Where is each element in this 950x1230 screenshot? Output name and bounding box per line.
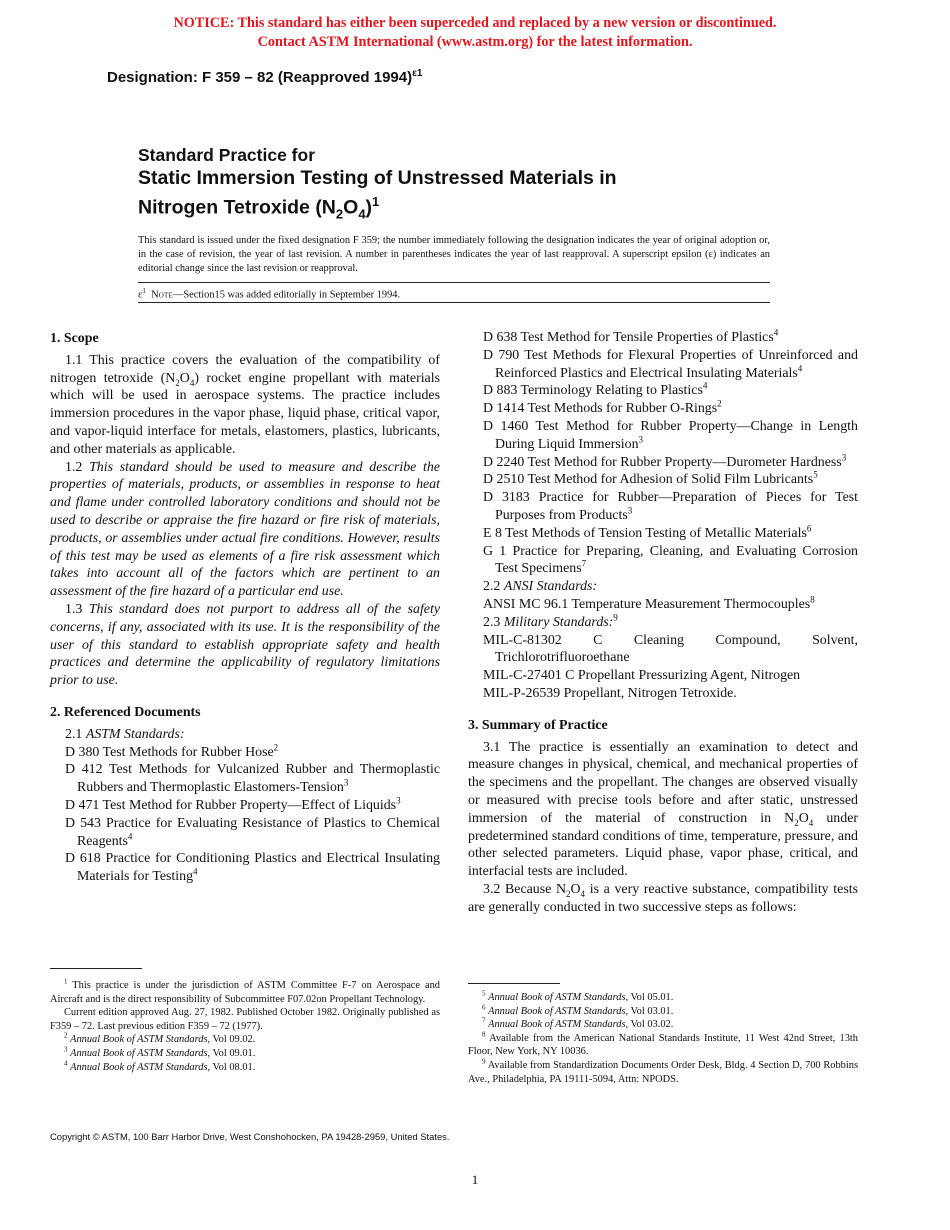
ref-sup: 8 bbox=[810, 594, 815, 605]
title-line-2: Static Immersion Testing of Unstressed Materials in bbox=[138, 167, 617, 189]
fn-title: Annual Book of ASTM Standards bbox=[70, 1047, 208, 1059]
reference-item bbox=[483, 667, 858, 685]
note-text: —Section15 was added editorially in September 1994. bbox=[173, 289, 401, 301]
fn-sup: 7 bbox=[482, 1016, 486, 1025]
ref-sup: 3 bbox=[841, 451, 847, 462]
reference-item bbox=[483, 632, 858, 668]
ansi-label: ANSI Standards: bbox=[503, 579, 598, 595]
scope-1-3-text: This standard does not purport to address all of the safety concerns, if any, associated with its use. It is the responsibility of the user of this standard to establish appropriate safety and health practices and determine the applicability of regulatory limitations prior to use. bbox=[50, 601, 440, 689]
note-marker: ε bbox=[138, 289, 143, 301]
ref-sup: 4 bbox=[193, 866, 198, 877]
summary-heading: 3. Summary of Practice bbox=[468, 717, 608, 733]
fn-vol: , Vol 08.01. bbox=[207, 1061, 256, 1073]
ref-text: D 883 Terminology Relating to Plastics bbox=[483, 383, 703, 399]
fn-vol: , Vol 03.01. bbox=[625, 1005, 674, 1017]
ref-sup: 4 bbox=[702, 380, 708, 391]
ref-sup: 3 bbox=[396, 795, 401, 806]
footnote-4 bbox=[50, 1061, 440, 1075]
summary-3-1-c: under predetermined standard conditions of time, temperature, pressure, and other selected parameters. Liquid phase, vapor phase, critical, and interfacial tests are included. bbox=[468, 810, 858, 880]
fn-sup: 6 bbox=[482, 1003, 486, 1012]
reference-item bbox=[483, 382, 858, 400]
reference-item bbox=[483, 418, 858, 454]
reference-item bbox=[65, 797, 440, 815]
astm-num: 2.1 bbox=[65, 726, 86, 742]
ref-text: D 543 Practice for Evaluating Resistance of Plastics to Chemical Reagents bbox=[65, 815, 440, 849]
ref-text: D 3183 Practice for Rubber—Preparation of Pieces for Test Purposes from Products bbox=[483, 490, 858, 523]
designation-superscript: ε1 bbox=[412, 68, 423, 79]
scope-1-1-c: ) rocket engine propellant with materials which will be used in aerospace systems. The practice includes immersion procedures in the vapor phase, liquid phase, critical vapor, and vapor-liquid interface for metals, elastomers, plastics, lubricants, and other materials as applicable. bbox=[50, 370, 440, 457]
fn-sup: 8 bbox=[482, 1030, 486, 1039]
footnote-2 bbox=[50, 1033, 440, 1047]
reference-item bbox=[65, 815, 440, 851]
reference-item bbox=[483, 400, 858, 418]
ref-text: D 2510 Test Method for Adhesion of Solid Film Lubricants bbox=[483, 472, 814, 488]
notice-line-1: NOTICE: This standard has either been superceded and replaced by a new version or discontinued. bbox=[173, 15, 777, 31]
fn-text: This practice is under the jurisdiction of ASTM Committee F-7 on Aerospace and Aircraft and is the direct responsibility of Subcommittee F07.02on Propellant Technology. bbox=[50, 980, 440, 1005]
ref-sup: 3 bbox=[627, 505, 633, 516]
ref-text: D 1460 Test Method for Rubber Property—Change in Length During Liquid Immersion bbox=[483, 418, 858, 452]
note-label: Note bbox=[151, 289, 173, 301]
ansi-reference-list bbox=[468, 596, 858, 614]
reference-item bbox=[65, 741, 440, 762]
ref-sup: 7 bbox=[581, 558, 587, 569]
copyright-line: Copyright © ASTM, 100 Barr Harbor Drive, West Conshohocken, PA 19428-2959, United States. bbox=[50, 1131, 450, 1142]
reference-item bbox=[65, 761, 440, 797]
ref-text: D 618 Practice for Conditioning Plastics and Electrical Insulating Materials for Testing bbox=[65, 851, 440, 885]
notice-line-2: Contact ASTM International (www.astm.org) for the latest information. bbox=[257, 34, 693, 50]
fn-sup: 2 bbox=[64, 1031, 68, 1040]
designation bbox=[107, 68, 422, 86]
scope-1-2-text: This standard should be used to measure and describe the properties of materials, products, or assemblies in response to heat and flame under controlled laboratory conditions and should not be used to describe or appraise the fire hazard or fire risk of materials, products, or assemblies under actual fire conditions. However, results of this test may be used as elements of a fire risk assessment which takes into account all of the factors which are pertinent to an assessment of the fire hazard of a particular end use. bbox=[50, 459, 440, 600]
issuance-statement: This standard is issued under the fixed designation F 359; the number immediately following the designation indicates the year of original adoption or, in the case of revision, the year of last revision. A number in parentheses indicates the year of last reapproval. A superscript epsilon (ε) indicates an editorial change since the last revision or reapproval. bbox=[138, 235, 770, 274]
scope-1-2-num: 1.2 bbox=[65, 459, 90, 475]
reference-item bbox=[483, 489, 858, 525]
note-marker-sup: 1 bbox=[142, 287, 146, 295]
reference-item bbox=[483, 471, 858, 489]
ref-text: D 471 Test Method for Rubber Property—Effect of Liquids bbox=[65, 797, 397, 813]
fn-title: Annual Book of ASTM Standards bbox=[70, 1061, 208, 1073]
summary-3-2-b: O bbox=[570, 881, 581, 897]
mil-num: 2.3 bbox=[483, 614, 504, 630]
ref-sup: 3 bbox=[343, 777, 349, 788]
ref-text: E 8 Test Methods of Tension Testing of Metallic Materials bbox=[483, 525, 807, 541]
scope-1-1-a: 1.1 This practice covers the evaluation of the compatibility of nitrogen tetroxide (N bbox=[50, 352, 440, 386]
footnote-9 bbox=[468, 1059, 858, 1086]
title-sub-1: 2 bbox=[335, 206, 344, 222]
fn-text: Current edition approved Aug. 27, 1982. Published October 1982. Originally published as F359 – 72. Last previous edition F359 – 72 (1977). bbox=[50, 1007, 440, 1032]
astm-standards-heading bbox=[50, 726, 440, 744]
ref-sup: 2 bbox=[273, 741, 279, 752]
notice-banner bbox=[0, 14, 950, 52]
divider-bottom bbox=[138, 302, 770, 303]
mil-label: Military Standards: bbox=[503, 614, 614, 630]
title-footnote-mark: 1 bbox=[372, 194, 380, 209]
right-footnotes bbox=[468, 983, 858, 1086]
ref-text: D 1414 Test Methods for Rubber O-Rings bbox=[483, 401, 718, 417]
scope-heading: 1. Scope bbox=[50, 331, 99, 346]
ref-sup: 6 bbox=[806, 523, 812, 534]
page-number: 1 bbox=[471, 1172, 479, 1187]
right-reference-list bbox=[468, 329, 858, 578]
military-reference-list bbox=[468, 632, 858, 703]
ref-sup: 3 bbox=[638, 434, 644, 445]
footnote-8 bbox=[468, 1032, 858, 1059]
fn-title: Annual Book of ASTM Standards bbox=[488, 1005, 626, 1017]
scope-1-1-sub2: 4 bbox=[189, 377, 195, 388]
footnote-6 bbox=[468, 1005, 858, 1019]
fn-vol: , Vol 03.02. bbox=[625, 1019, 674, 1031]
summary-3-1-b: O bbox=[798, 810, 809, 826]
ref-text: MIL-P-26539 Propellant, Nitrogen Tetroxide. bbox=[483, 685, 737, 701]
footnote-7 bbox=[468, 1018, 858, 1032]
fn-sup: 9 bbox=[482, 1057, 486, 1066]
ansi-num: 2.2 bbox=[483, 579, 504, 595]
title-line-3-c: ) bbox=[365, 196, 373, 219]
reference-item bbox=[483, 329, 858, 347]
left-column bbox=[50, 330, 440, 886]
summary-3-1-sub2: 4 bbox=[808, 817, 814, 828]
title-line-3-a: Nitrogen Tetroxide (N bbox=[138, 196, 336, 219]
title-sub-2: 4 bbox=[358, 206, 366, 222]
scope-1-1 bbox=[50, 352, 440, 459]
editorial-note bbox=[138, 287, 400, 300]
summary-3-1-sub1: 2 bbox=[794, 817, 799, 828]
reference-item bbox=[483, 685, 858, 703]
footnote-list bbox=[468, 991, 858, 1086]
ref-sup: 2 bbox=[717, 398, 722, 409]
fn-sup: 3 bbox=[64, 1045, 68, 1054]
scope-1-2 bbox=[50, 459, 440, 601]
summary-3-1 bbox=[468, 739, 858, 881]
footnote-rule bbox=[468, 983, 560, 984]
fn-sup: 4 bbox=[64, 1059, 68, 1068]
fn-sup: 1 bbox=[64, 977, 68, 986]
reference-item bbox=[483, 543, 858, 579]
fn-title: Annual Book of ASTM Standards bbox=[70, 1034, 208, 1046]
scope-1-3 bbox=[50, 601, 440, 690]
title-line-1: Standard Practice for bbox=[138, 145, 315, 165]
referenced-heading: 2. Referenced Documents bbox=[50, 704, 201, 720]
ref-text: D 412 Test Methods for Vulcanized Rubber and Thermoplastic Rubbers and Thermoplastic Elastomers-Tension bbox=[65, 762, 440, 796]
footnote-1b bbox=[50, 1006, 440, 1033]
fn-title: Annual Book of ASTM Standards bbox=[488, 1019, 626, 1031]
ref-text: D 790 Test Methods for Flexural Properties of Unreinforced and Reinforced Plastics and Electrical Insulating Materials bbox=[483, 347, 858, 381]
footnote-list bbox=[50, 979, 440, 1074]
ref-text: G 1 Practice for Preparing, Cleaning, and Evaluating Corrosion Test Specimens bbox=[483, 543, 858, 577]
fn-vol: , Vol 05.01. bbox=[625, 992, 674, 1003]
ref-sup: 4 bbox=[797, 362, 803, 373]
reference-item bbox=[483, 451, 858, 472]
ref-text: ANSI MC 96.1 Temperature Measurement Thermocouples bbox=[483, 596, 811, 612]
reference-item bbox=[483, 347, 858, 383]
ref-sup: 4 bbox=[127, 830, 133, 841]
right-column bbox=[468, 329, 858, 917]
scope-1-1-b: O bbox=[179, 370, 190, 386]
footnote-5 bbox=[468, 991, 858, 1005]
fn-vol: , Vol 09.02. bbox=[207, 1034, 256, 1046]
reference-item bbox=[483, 525, 858, 543]
fn-sup: 5 bbox=[482, 989, 486, 998]
fn-text: Available from the American National Standards Institute, 11 West 42nd Street, 13th Floor, New York, NY 10036. bbox=[468, 1032, 858, 1058]
designation-text: Designation: F 359 – 82 (Reapproved 1994) bbox=[107, 69, 413, 86]
scope-1-1-sub1: 2 bbox=[175, 377, 180, 388]
ansi-standards-heading bbox=[468, 578, 858, 596]
footnote-3 bbox=[50, 1047, 440, 1061]
ref-text: D 2240 Test Method for Rubber Property—Durometer Hardness bbox=[483, 454, 842, 470]
summary-3-2 bbox=[468, 881, 858, 917]
footnote-rule bbox=[50, 968, 142, 969]
summary-3-2-c: is a very reactive substance, compatibility tests are generally conducted in two successive steps as follows: bbox=[468, 881, 858, 915]
summary-3-2-a: 3.2 Because N bbox=[483, 881, 566, 897]
document-title bbox=[138, 144, 617, 226]
ref-sup: 4 bbox=[773, 327, 779, 338]
left-reference-list bbox=[50, 741, 440, 886]
mil-sup: 9 bbox=[613, 612, 618, 623]
title-line-3-b: O bbox=[343, 196, 359, 219]
scope-1-3-num: 1.3 bbox=[65, 601, 89, 617]
military-standards-heading bbox=[468, 614, 858, 632]
left-footnotes bbox=[50, 968, 440, 1074]
summary-3-2-sub2: 4 bbox=[580, 888, 586, 899]
title-line-3 bbox=[138, 190, 617, 226]
astm-label: ASTM Standards: bbox=[85, 726, 185, 742]
fn-vol: , Vol 09.01. bbox=[207, 1047, 256, 1059]
footnote-1 bbox=[50, 979, 440, 1006]
fn-title: Annual Book of ASTM Standards bbox=[488, 992, 626, 1003]
summary-3-1-a: 3.1 The practice is essentially an examination to detect and measure changes in physical, chemical, and mechanical properties of the specimens and the propellant. The changes are observed visually or measured with precise tools before and after static, unstressed immersion of the material of construction in N bbox=[468, 739, 858, 826]
ref-text: D 638 Test Method for Tensile Properties of Plastics bbox=[483, 330, 774, 345]
reference-item bbox=[483, 596, 858, 614]
ref-text: MIL-C-27401 C Propellant Pressurizing Agent, Nitrogen bbox=[483, 668, 801, 684]
ref-text: D 380 Test Methods for Rubber Hose bbox=[65, 744, 274, 760]
reference-item bbox=[65, 850, 440, 886]
summary-3-2-sub1: 2 bbox=[566, 888, 571, 899]
divider-top bbox=[138, 282, 770, 283]
ref-sup: 5 bbox=[813, 469, 818, 480]
ref-text: MIL-C-81302 C Cleaning Compound, Solvent, Trichlorotrifluoroethane bbox=[483, 632, 858, 666]
fn-text: Available from Standardization Documents Order Desk, Bldg. 4 Section D, 700 Robbins Ave., Philadelphia, PA 19111-5094, Attn: NPODS. bbox=[468, 1059, 858, 1085]
